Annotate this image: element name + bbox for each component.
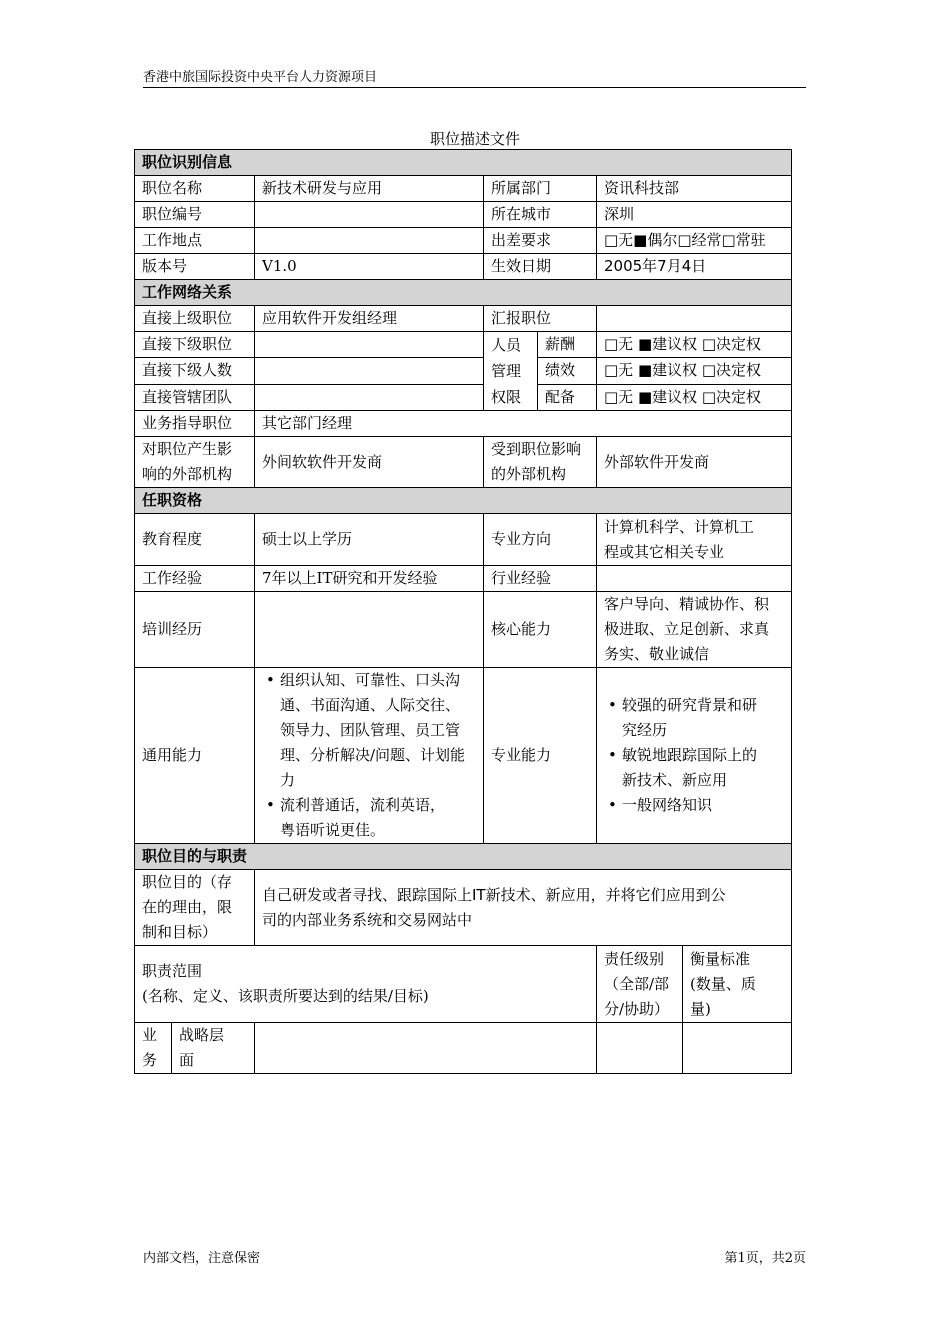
- value-impact-external: 外间软软件开发商: [255, 437, 484, 488]
- label-city: 所在城市: [484, 202, 597, 228]
- label-professional-ability: 专业能力: [484, 668, 597, 844]
- section-purpose: 职位目的与职责: [135, 844, 792, 870]
- value-business-guide: 其它部门经理: [255, 411, 792, 437]
- label-business-guide: 业务指导职位: [135, 411, 255, 437]
- label-general-ability: 通用能力: [135, 668, 255, 844]
- list-line: • 组织认知、可靠性、口头沟: [280, 671, 461, 689]
- list-line: 理、分析解决/问题、计划能: [280, 746, 466, 764]
- label-training: 培训经历: [135, 592, 255, 668]
- value-version: V1.0: [255, 254, 484, 280]
- level-line: （全部/部: [604, 974, 670, 993]
- measure-line: 量): [690, 999, 711, 1018]
- value-allocation: □无 ■建议权 □决定权: [597, 384, 792, 410]
- label-responsibility-level: [597, 946, 683, 1023]
- label-superior: 直接上级职位: [135, 306, 255, 332]
- biz-line: 务: [142, 1051, 158, 1069]
- biz-line: 业: [142, 1026, 158, 1044]
- scope-line: (名称、定义、该职责所要达到的结果/目标): [142, 987, 429, 1005]
- list-line: 通、书面沟通、人际交往、: [280, 696, 461, 714]
- general-ability-list: [262, 668, 476, 843]
- level-line: 分/协助）: [604, 999, 670, 1018]
- scope-line: 职责范围: [142, 962, 203, 980]
- value-subordinate-count: [255, 358, 484, 384]
- label-allocation: 配备: [538, 384, 597, 410]
- value-strategy-duty: [255, 1023, 597, 1074]
- value-travel: □无■偶尔□经常□常驻: [597, 228, 792, 254]
- value-education: 硕士以上学历: [255, 514, 484, 566]
- footer-confidential: 内部文档，注意保密: [143, 1251, 261, 1266]
- list-line: • 流利普通话，流利英语，: [280, 796, 446, 814]
- section-identity: 职位识别信息: [135, 150, 792, 176]
- value-training: [255, 592, 484, 668]
- section-network: 工作网络关系: [135, 280, 792, 306]
- label-subordinate-count: 直接下级人数: [135, 358, 255, 384]
- value-experience: 7年以上IT研究和开发经验: [255, 566, 484, 592]
- list-line: • 敏锐地跟踪国际上的: [622, 746, 758, 764]
- value-professional-ability: [597, 668, 792, 844]
- list-item: [280, 793, 476, 843]
- value-position-goal: [255, 870, 792, 946]
- label-responsibility-scope: [135, 946, 597, 1023]
- mgmt-label-line: 人员: [491, 336, 522, 354]
- strategy-line: 战略层: [179, 1026, 225, 1044]
- label-position-code: 职位编号: [135, 202, 255, 228]
- value-general-ability: [255, 668, 484, 844]
- label-position-goal: [135, 870, 255, 946]
- value-subordinate: [255, 332, 484, 358]
- value-industry: [597, 566, 792, 592]
- label-version: 版本号: [135, 254, 255, 280]
- list-line: • 较强的研究背景和研: [622, 696, 758, 714]
- label-core-ability: 核心能力: [484, 592, 597, 668]
- value-strategy-level: [597, 1023, 683, 1074]
- label-major: 专业方向: [484, 514, 597, 566]
- goal-label-line: 职位目的（存: [142, 873, 233, 891]
- list-item: [622, 743, 784, 793]
- value-work-place: [255, 228, 484, 254]
- label-effective-date: 生效日期: [484, 254, 597, 280]
- list-item: [280, 668, 476, 793]
- list-item: [622, 793, 784, 818]
- value-salary: □无 ■建议权 □决定权: [597, 332, 792, 358]
- level-line: 责任级别: [604, 949, 665, 968]
- goal-line: 自己研发或者寻找、跟踪国际上IT新技术、新应用，并将它们应用到公: [262, 885, 726, 904]
- core-line: 客户导向、精诚协作、积: [604, 595, 770, 613]
- label-impact-external: [135, 437, 255, 488]
- label-position-name: 职位名称: [135, 176, 255, 202]
- value-department: 资讯科技部: [597, 176, 792, 202]
- label-line: 受到职位影响: [491, 440, 582, 458]
- list-line: 领导力、团队管理、员工管: [280, 721, 461, 739]
- label-subordinate: 直接下级职位: [135, 332, 255, 358]
- value-effective-date: 2005年7月4日: [597, 254, 792, 280]
- label-industry: 行业经验: [484, 566, 597, 592]
- value-city: 深圳: [597, 202, 792, 228]
- label-strategy-level: [172, 1023, 255, 1074]
- label-education: 教育程度: [135, 514, 255, 566]
- value-position-code: [255, 202, 484, 228]
- goal-label-line: 制和目标）: [142, 923, 218, 941]
- label-work-place: 工作地点: [135, 228, 255, 254]
- value-position-name: 新技术研发与应用: [255, 176, 484, 202]
- page-header: 香港中旅国际投资中央平台人力资源项目: [143, 66, 806, 88]
- strategy-line: 面: [179, 1051, 195, 1069]
- value-team: [255, 384, 484, 410]
- label-experience: 工作经验: [135, 566, 255, 592]
- value-core-ability: [597, 592, 792, 668]
- label-line: 的外部机构: [491, 465, 567, 483]
- goal-line: 司的内部业务系统和交易网站中: [262, 910, 473, 929]
- professional-ability-list: [604, 693, 784, 818]
- label-staff-mgmt: [484, 332, 538, 411]
- value-report: [597, 306, 792, 332]
- list-line: • 一般网络知识: [622, 796, 713, 814]
- label-line: 对职位产生影: [142, 440, 233, 458]
- label-business: [135, 1023, 172, 1074]
- value-strategy-measure: [683, 1023, 792, 1074]
- mgmt-label-line: 管理: [491, 362, 522, 380]
- label-line: 响的外部机构: [142, 465, 233, 483]
- measure-line: 衡量标准: [690, 949, 751, 968]
- measure-line: (数量、质: [690, 974, 756, 993]
- value-major: [597, 514, 792, 566]
- document-title: 职位描述文件: [429, 130, 520, 148]
- list-line: 新技术、新应用: [622, 771, 728, 789]
- job-description-table: [134, 149, 792, 1074]
- major-line: 计算机科学、计算机工: [604, 517, 755, 536]
- value-affected-external: 外部软件开发商: [597, 437, 792, 488]
- footer-page-number: 第1页，共2页: [724, 1251, 806, 1266]
- label-measure-standard: [683, 946, 792, 1023]
- mgmt-label-line: 权限: [491, 388, 522, 406]
- value-performance: □无 ■建议权 □决定权: [597, 358, 792, 384]
- list-line: 究经历: [622, 721, 668, 739]
- label-department: 所属部门: [484, 176, 597, 202]
- label-travel: 出差要求: [484, 228, 597, 254]
- major-line: 程或其它相关专业: [604, 542, 725, 561]
- core-line: 极进取、立足创新、求真: [604, 620, 770, 638]
- label-affected-external: [484, 437, 597, 488]
- label-salary: 薪酬: [538, 332, 597, 358]
- goal-label-line: 在的理由，限: [142, 898, 233, 916]
- value-superior: 应用软件开发组经理: [255, 306, 484, 332]
- list-line: 力: [280, 771, 296, 789]
- label-team: 直接管辖团队: [135, 384, 255, 410]
- core-line: 务实、敬业诚信: [604, 645, 710, 663]
- list-line: 粤语听说更佳。: [280, 821, 386, 839]
- label-performance: 绩效: [538, 358, 597, 384]
- section-qualification: 任职资格: [135, 488, 792, 514]
- list-item: [622, 693, 784, 743]
- label-report: 汇报职位: [484, 306, 597, 332]
